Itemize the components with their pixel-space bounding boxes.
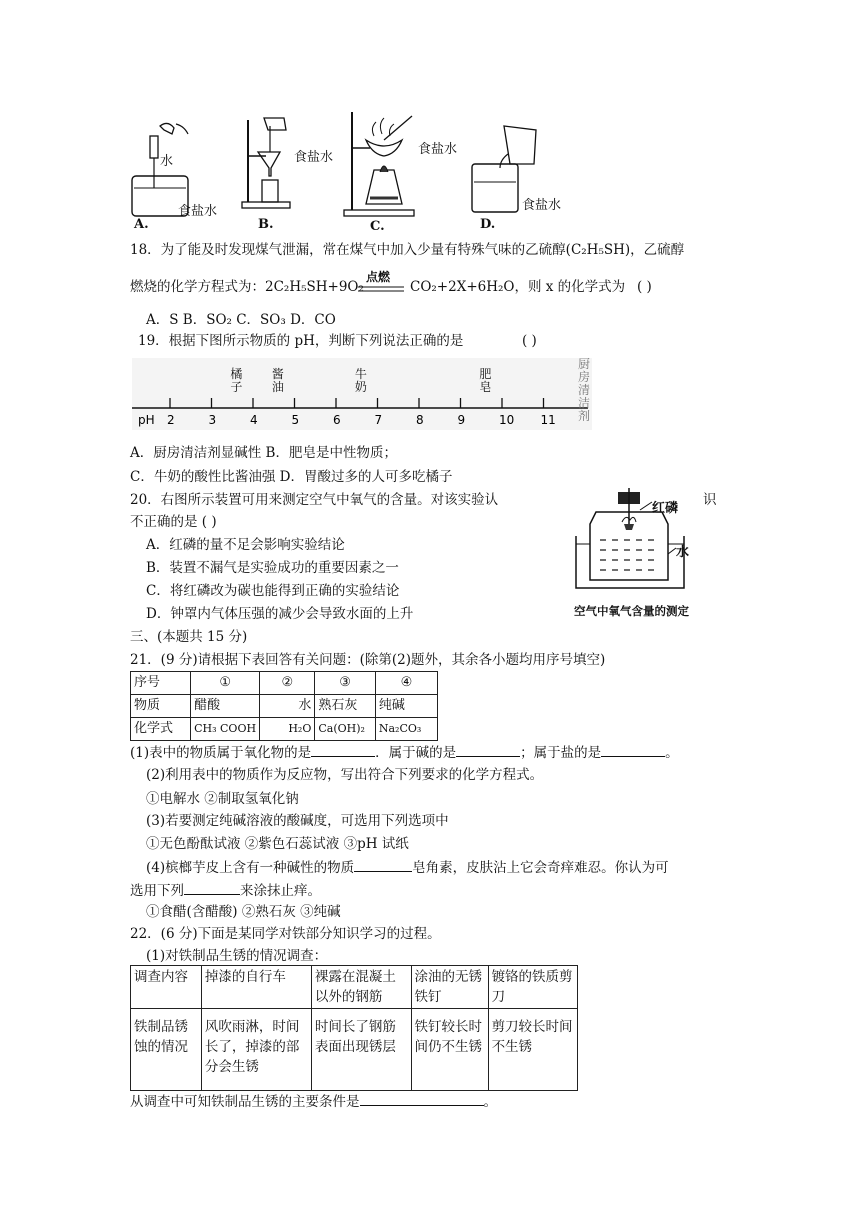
- table-cell: 铁制品锈蚀的情况: [131, 1009, 202, 1091]
- q20-option-a: A．红磷的量不足会影响实验结论: [146, 537, 345, 553]
- q21-part1: [130, 742, 679, 763]
- answer-blank[interactable]: [184, 880, 240, 895]
- q21-part3: (3)若要测定纯碱溶液的酸碱度，可选用下列选项中: [146, 813, 449, 829]
- table-cell: 剪刀较长时间不生锈: [488, 1009, 577, 1091]
- q21-part4-text-c: 选用下列: [130, 883, 184, 899]
- apparatus-a-water-label: 水: [160, 154, 174, 169]
- answer-blank[interactable]: [360, 1091, 484, 1106]
- table-cell: 醋酸: [191, 695, 260, 718]
- table-row: [131, 1009, 578, 1091]
- apparatus-c-letter: C.: [370, 219, 385, 234]
- q21-part1-text-c: ；属于盐的是: [520, 745, 602, 761]
- table-cell: 风吹雨淋，时间长了，掉漆的部分会生锈: [201, 1009, 311, 1091]
- q21-part4-text-b: 皂角素，皮肤沾上它会奇痒难忍。你认为可: [412, 860, 669, 876]
- answer-blank[interactable]: [601, 742, 665, 757]
- q20-figure-water-label: 水: [676, 545, 690, 560]
- q21-part3-items: ①无色酚酞试液 ②紫色石蕊试液 ③pH 试纸: [146, 836, 409, 852]
- q21-part2-items: ①电解水 ②制取氢氧化钠: [146, 791, 299, 807]
- q21-part4-text-d: 来涂抹止痒。: [240, 883, 321, 899]
- apparatus-a-salt-label: 食盐水: [178, 204, 218, 219]
- ph-axis-label: pH: [138, 413, 155, 427]
- table-cell: 熟石灰: [315, 695, 376, 718]
- q21-part1-text-d: 。: [665, 745, 679, 761]
- q21-table: [130, 671, 438, 741]
- q18-options: A．S B．SO₂ C．SO₃ D．CO: [146, 312, 336, 328]
- table-row: [131, 966, 578, 1009]
- table-row: [131, 672, 438, 695]
- ph-tick-label: 4: [250, 413, 258, 427]
- ph-tick-label: 3: [208, 413, 217, 427]
- q21-part4-text-a: (4)槟榔芋皮上含有一种碱性的物质: [146, 860, 355, 876]
- table-cell: Ca(OH)₂: [315, 718, 376, 741]
- q21-part1-text-b: ．属于碱的是: [375, 745, 457, 761]
- q19-option-line1: A．厨房清洁剂显碱性 B．肥皂是中性物质；: [130, 445, 397, 461]
- apparatus-b-letter: B.: [258, 217, 274, 232]
- apparatus-b-salt-label: 食盐水: [294, 150, 334, 165]
- table-header-cell: 调查内容: [131, 966, 202, 1009]
- apparatus-d-letter: D.: [480, 217, 496, 232]
- q20-option-b: B．装置不漏气是实验成功的重要因素之一: [146, 560, 399, 576]
- ph-item-label: 橘子: [230, 367, 243, 394]
- q22-conclusion: [130, 1091, 497, 1112]
- ph-tick-label: 5: [291, 413, 300, 427]
- q22-part1: (1)对铁制品生锈的情况调查：: [146, 948, 328, 964]
- q21-part4-items: ①食醋(含醋酸) ②熟石灰 ③纯碱: [146, 904, 341, 920]
- q20-figure-caption: 空气中氧气含量的测定: [574, 604, 689, 618]
- answer-blank[interactable]: [311, 742, 375, 757]
- table-cell: 纯碱: [375, 695, 437, 718]
- q21-part2: (2)利用表中的物质作为反应物，写出符合下列要求的化学方程式。: [146, 767, 544, 783]
- q21-stem: 21．(9 分)请根据下表回答有关问题：(除第(2)题外，其余各小题均用序号填空): [130, 652, 606, 668]
- q22-conclusion-text-a: 从调查中可知铁制品生锈的主要条件是: [130, 1094, 360, 1110]
- table-row: [131, 695, 438, 718]
- q22-table: [130, 965, 578, 1091]
- q18-line1: 18．为了能及时发现煤气泄漏，常在煤气中加入少量有特殊气味的乙硫醇(C₂H₅SH)，乙硫醇: [130, 242, 685, 258]
- ph-item-label: 牛奶: [354, 367, 367, 394]
- q22-conclusion-text-b: 。: [483, 1094, 497, 1110]
- q18-line2-post: CO₂+2X+6H₂O，则 x 的化学式为: [410, 279, 626, 295]
- apparatus-d-salt-label: 食盐水: [522, 198, 562, 213]
- table-header-cell: 涂油的无锈铁钉: [411, 966, 488, 1009]
- table-cell: Na₂CO₃: [375, 718, 437, 741]
- table-cell: 化学式: [131, 718, 191, 741]
- table-cell: ③: [315, 672, 376, 695]
- ph-item-label: 厨房清洁剂: [578, 357, 591, 423]
- table-cell: 铁钉较长时间仍不生锈: [411, 1009, 488, 1091]
- ph-tick-label: 8: [416, 413, 424, 427]
- apparatus-a-letter: A.: [134, 217, 149, 232]
- table-cell: H₂O: [260, 718, 315, 741]
- ph-tick-label: 2: [167, 413, 175, 427]
- table-cell: ②: [260, 672, 315, 695]
- answer-blank[interactable]: [456, 742, 520, 757]
- ph-tick-label: 6: [333, 413, 341, 427]
- table-row: [131, 718, 438, 741]
- ph-tick-label: 7: [374, 413, 383, 427]
- apparatus-figure-c: [340, 110, 420, 220]
- q19-stem: 19．根据下图所示物质的 pH，判断下列说法正确的是: [138, 333, 464, 349]
- table-cell: 水: [260, 695, 315, 718]
- answer-blank[interactable]: [354, 857, 412, 872]
- ph-tick-label: 10: [499, 413, 515, 427]
- q21-part1-text-a: (1)表中的物质属于氧化物的是: [130, 745, 312, 761]
- q18-answer-paren: ( ): [637, 279, 652, 295]
- q20-line2: 不正确的是 ( ): [130, 514, 217, 530]
- table-cell: ④: [375, 672, 437, 695]
- ph-scale: [132, 358, 592, 430]
- q22-stem: 22．(6 分)下面是某同学对铁部分知识学习的过程。: [130, 926, 441, 942]
- q20-line1-tail: 识: [703, 492, 717, 508]
- table-cell: CH₃ COOH: [191, 718, 260, 741]
- apparatus-c-salt-label: 食盐水: [418, 142, 458, 157]
- q18-equals-sign: [358, 285, 404, 293]
- q18-line2-pre: 燃烧的化学方程式为：2C₂H₅SH+9O₂: [130, 279, 364, 295]
- q20-line1: 20．右图所示装置可用来测定空气中氧气的含量。对该实验认: [130, 492, 499, 508]
- table-cell: 时间长了钢筋表面出现锈层: [311, 1009, 411, 1091]
- q21-part4-line2: [130, 880, 321, 901]
- ph-item-label: 酱油: [271, 367, 284, 394]
- table-header-cell: 掉漆的自行车: [201, 966, 311, 1009]
- q19-option-line2: C．牛奶的酸性比酱油强 D．胃酸过多的人可多吃橘子: [130, 469, 453, 485]
- ph-tick-label: 11: [540, 413, 556, 427]
- ph-tick-label: 9: [457, 413, 466, 427]
- q20-option-d: D．钟罩内气体压强的减少会导致水面的上升: [146, 606, 414, 622]
- q20-option-c: C．将红磷改为碳也能得到正确的实验结论: [146, 583, 400, 599]
- apparatus-figure-b: [240, 116, 300, 218]
- table-cell: 物质: [131, 695, 191, 718]
- q18-condition: 点燃: [366, 270, 391, 284]
- table-cell: ①: [191, 672, 260, 695]
- ph-item-label: 肥皂: [479, 367, 492, 394]
- section-3-heading: 三、(本题共 15 分): [130, 629, 248, 645]
- table-header-cell: 裸露在混凝土以外的钢筋: [311, 966, 411, 1009]
- q20-figure-phosphorus-label: 红磷: [652, 501, 679, 516]
- q21-part4-line1: [146, 857, 669, 878]
- table-cell: 序号: [131, 672, 191, 695]
- table-header-cell: 镀铬的铁质剪刀: [488, 966, 577, 1009]
- q19-answer-paren: ( ): [522, 333, 537, 349]
